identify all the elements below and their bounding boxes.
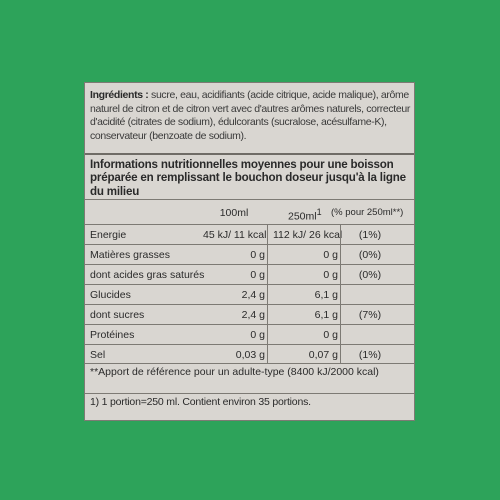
column-header-percent: (% pour 250ml**) <box>331 207 404 218</box>
nutrient-name: Glucides <box>90 289 131 301</box>
column-header-250ml: $250ml^1$ <box>288 207 322 223</box>
value-100ml: 0,03 g <box>235 349 265 361</box>
nutrient-name: Matières grasses <box>90 249 170 261</box>
table-row <box>85 325 414 345</box>
table-row <box>85 225 414 245</box>
percent-reference-intake: (7%) <box>358 309 382 321</box>
nutrient-name: dont sucres <box>90 309 145 321</box>
table-row <box>85 245 414 265</box>
divider <box>85 153 414 155</box>
nutrient-name: Protéines <box>90 329 135 341</box>
divider <box>85 363 414 364</box>
table-row <box>85 265 414 285</box>
divider <box>85 199 414 200</box>
column-header-100ml: 100ml <box>219 207 249 219</box>
value-250ml: 0 g <box>323 249 338 261</box>
column-divider <box>267 225 268 363</box>
value-100ml: 0 g <box>250 329 265 341</box>
value-100ml: 0 g <box>250 249 265 261</box>
table-row <box>85 345 414 365</box>
value-100ml: 0 g <box>250 269 265 281</box>
nutrient-name: Energie <box>90 229 127 241</box>
ingredients-list: sucre, eau, acidifiants (acide citrique, acide malique), arôme naturel de citron et de citron vert avec d'autres arômes naturels, correcteur d'acidité (citrates de sodium), édulcorants (sucralose, acésulfame-K), conservateur (benzoate de sodium). <box>90 89 410 142</box>
value-250ml: 6,1 g <box>314 289 338 301</box>
percent-reference-intake: (1%) <box>358 349 382 361</box>
nutrition-heading: Informations nutritionnelles moyennes pour une boisson préparée en remplissant le bouchon doseur jusqu'à la ligne du milieu <box>90 158 406 198</box>
portion-note: 1) 1 portion=250 ml. Contient environ 35 portions. <box>90 396 311 408</box>
value-250ml: 112 kJ/ 26 kcal <box>273 229 343 241</box>
percent-reference-intake: (0%) <box>358 269 382 281</box>
percent-reference-intake: (1%) <box>358 229 382 241</box>
value-250ml: 0 g <box>323 329 338 341</box>
value-100ml: 2,4 g <box>241 289 265 301</box>
value-250ml: 6,1 g <box>314 309 338 321</box>
nutrient-name: Sel <box>90 349 106 361</box>
nutrition-label-panel <box>84 82 415 421</box>
table-row <box>85 305 414 325</box>
value-250ml: 0,07 g <box>308 349 338 361</box>
value-100ml: 2,4 g <box>241 309 265 321</box>
ingredients-label: Ingrédients : <box>90 89 149 101</box>
divider <box>85 393 414 394</box>
percent-reference-intake: (0%) <box>358 249 382 261</box>
value-250ml: 0 g <box>323 269 338 281</box>
reference-intake-footnote: **Apport de référence pour un adulte-type (8400 kJ/2000 kcal) <box>90 366 379 378</box>
column-divider <box>340 225 341 363</box>
nutrient-name: dont acides gras saturés <box>90 269 205 281</box>
table-row <box>85 285 414 305</box>
value-100ml: 45 kJ/ 11 kcal <box>203 229 267 241</box>
ingredients-text <box>90 89 412 143</box>
